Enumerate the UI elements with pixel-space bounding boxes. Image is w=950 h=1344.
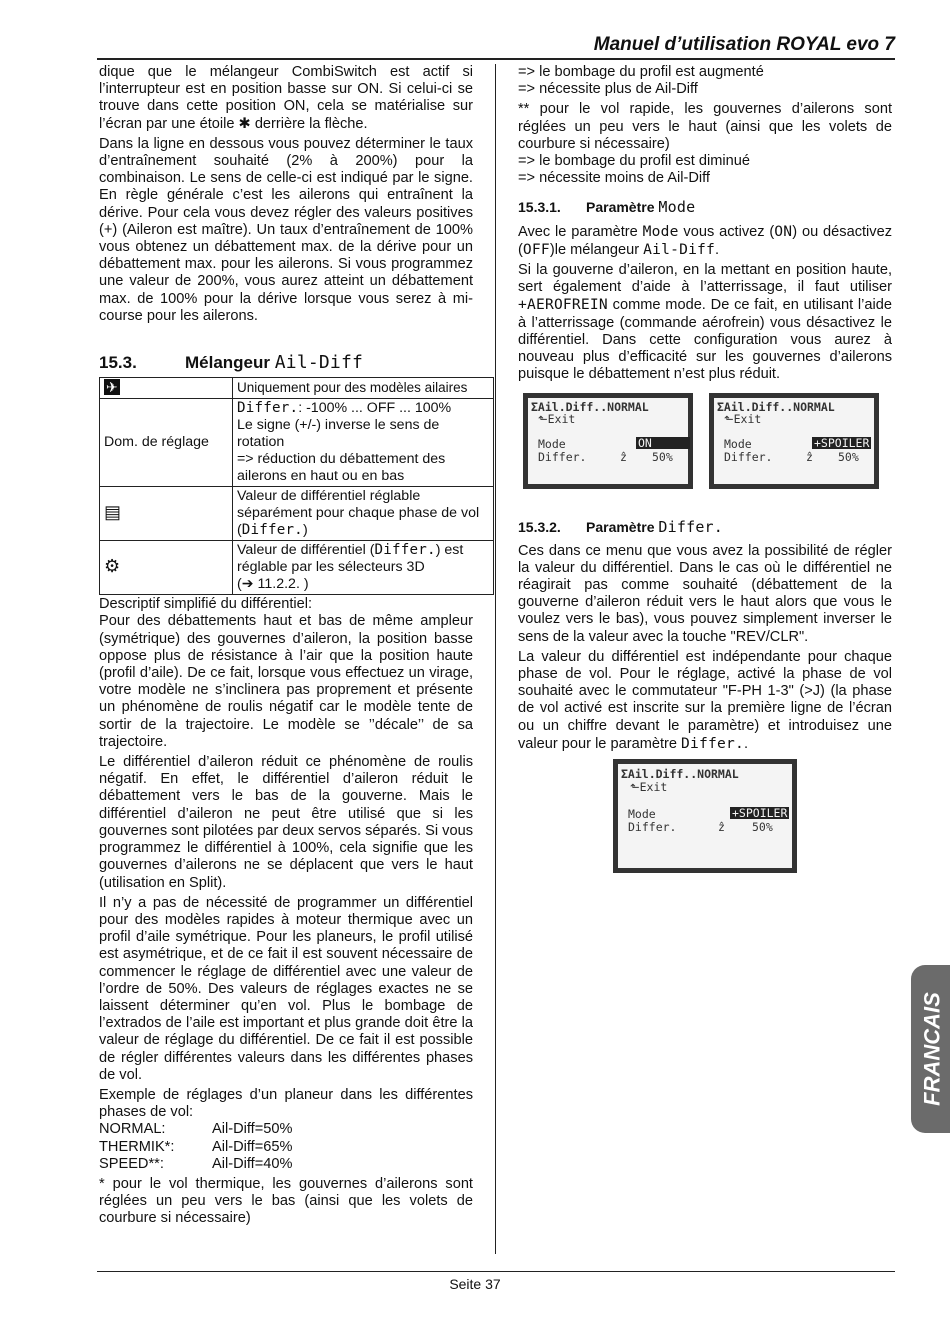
paragraph-title: Descriptif simplifié du différentiel: xyxy=(99,596,313,613)
section-title-mono: Ail-Diff xyxy=(274,352,364,374)
right-column xyxy=(518,64,892,878)
footer-rule xyxy=(97,1271,895,1272)
paragraph: La valeur du différentiel est indépendante pour chaque phase de vol. Pour le réglage, activé la phase de vol souhaité avec le commutateur "F-PH 1-3" (>J) (la phase de vol activé est inscrite sur la première ligne de l’écran ou un chiffre devant le paramètre) et introduisez une valeur pour le paramètre Differ.. xyxy=(518,648,892,752)
subsection-heading-15-3-2: 15.3.2. Paramètre Differ. xyxy=(518,518,724,537)
column-divider xyxy=(495,64,496,1254)
header-rule xyxy=(97,58,895,60)
table-cell: Valeur de différentiel réglable séparément pour chaque phase de vol (Differ.) xyxy=(233,487,494,541)
examples-list xyxy=(99,1121,473,1173)
paragraph: Ces dans ce menu que vous avez la possibilité de régler la valeur du différentiel. Dans le cas où le différentiel ne réagirait pas comme souhaité (débattement de la gouverne d’aileron réduit vers le haut alors que vous le voulez vers le bas), vous pouvez simplement inverser le sens de la valeur avec la touche "REV/CLR". xyxy=(518,542,892,645)
lcd-screen: ΣAil.Diff..NORMAL ⬑Exit Mode +SPOILER Differ. ẑ 50% xyxy=(709,393,879,489)
table-cell: Uniquement pour des modèles ailaires xyxy=(233,378,494,399)
section-title: Mélangeur xyxy=(185,353,275,373)
list-item: SPEED**: Ail-Diff=40% xyxy=(99,1155,293,1172)
flight-phase-icon: ▤ xyxy=(100,487,233,541)
section-number: 15.3. xyxy=(99,353,137,373)
3d-selector-icon: ⚙ xyxy=(100,541,233,595)
left-column xyxy=(99,64,480,1231)
table-cell: Differ.: -100% ... OFF ... 100% Le signe (+/-) inverse le sens de rotation => réduction du débattement des ailerons en haut ou en bas xyxy=(233,399,494,487)
properties-table xyxy=(99,377,494,595)
language-tab: FRANCAIS xyxy=(911,965,950,1133)
paragraph: Exemple de réglages d’un planeur dans les différentes phases de vol: xyxy=(99,1086,473,1121)
section-heading-15-3 xyxy=(99,352,473,374)
text-line: => le bombage du profil est diminué xyxy=(518,153,751,170)
text-line: => nécessite plus de Ail-Diff xyxy=(518,81,698,98)
screen-row xyxy=(613,759,892,878)
screen-row xyxy=(523,393,892,489)
airplane-icon: ✈ xyxy=(100,378,233,399)
lcd-screen: ΣAil.Diff..NORMAL ⬑Exit Mode ON Differ. ẑ 50% xyxy=(523,393,693,489)
page-number: Seite 37 xyxy=(449,1276,501,1292)
manual-title: Manuel d’utilisation ROYAL evo 7 xyxy=(593,34,895,55)
table-cell-label: Dom. de réglage xyxy=(100,399,233,487)
list-item: THERMIK*: Ail-Diff=65% xyxy=(99,1138,293,1155)
paragraph: Il n’y a pas de nécessité de programmer un différentiel pour des modèles rapides à moteur thermique avec un profil d’aile symétrique. Pour les planeurs, le profil utilisé est asymétrique, et de ce fait il est souvent nécessaire de commencer le réglage de différentiel avec une valeur de l’ordre de 50%. Des valeurs de réglages exactes ne se laissent déterminer qu’en vol. Plus le bombage de l’extrados de l’aile est important et plus grande doit être la valeur de réglage du différentiel. De ce fait il est possible de régler différentes valeurs dans les différentes phases de vol. xyxy=(99,894,473,1083)
list-item: NORMAL: Ail-Diff=50% xyxy=(99,1121,293,1138)
paragraph: Avec le paramètre Mode vous activez (ON) ou désactivez (OFF)le mélangeur Ail-Diff. xyxy=(518,222,893,258)
text-line: => nécessite moins de Ail-Diff xyxy=(518,170,710,187)
paragraph: Dans la ligne en dessous vous pouvez déterminer le taux d’entraînement souhaité (2% à 200%) pour la combinaison. Le sens de celle-ci est indiqué par le signe. En règle générale c’est les ailerons qui entraînent la dérive. Pour cela vous devez régler des valeurs positives (+) (Aileron est maître). Un taux d’entraînement de 100% vous obtenez un débattement max. de la dérive pour un débattement max. pour les ailerons. Si vous programmez une valeur de 200%, vous aurez atteint un débattement max. de 100% pour la dérive lorsque vous serez à mi-course pour les ailerons. xyxy=(99,135,473,324)
table-cell: Valeur de différentiel (Differ.) est réglable par les sélecteurs 3D (➔ 11.2.2. ) xyxy=(233,541,494,595)
paragraph: Si la gouverne d’aileron, en la mettant en position haute, sert également d’aide à l’atterrissage, il faut utiliser +AEROFREIN comme mode. De ce fait, en utilisant l’aide à l’atterrissage (commande aérofrein) vous désactivez le différentiel. Dans cette configuration vous aurez à nouveau plus d’efficacité sur les gouvernes d’ailerons puisque le débattement n’est plus réduit. xyxy=(518,262,892,383)
paragraph: Le différentiel d’aileron réduit ce phénomène de roulis négatif. En effet, le différentiel d’aileron réduit le débattement vers le bas de la gouverne. Mais le différentiel d’aileron ne peut être utilisé que si les gouvernes sont pilotées par deux servos séparés. Si vous programmez le différentiel à 100%, cela signifie que les gouvernes d’ailerons ne se déplacent que vers le haut (utilisation en Split). xyxy=(99,754,473,891)
paragraph: Pour des débattements haut et bas de même ampleur (symétrique) des gouvernes d’aileron, la position basse oppose plus de résistance à l’air que la position haute (profil d’aile). De ce fait, lorsque vous effectuez un virage, votre modèle ne s’inclinera pas proprement et présente un phénomène de roulis négatif car le modèle tente de sortir de la trajectoire. Le modèle se ’’décale’’ de sa trajectoire. xyxy=(99,613,473,750)
paragraph: ** pour le vol rapide, les gouvernes d’ailerons sont réglées un peu vers le haut (ainsi que les volets de courbure si nécessaire) xyxy=(518,101,892,152)
paragraph: * pour le vol thermique, les gouvernes d’ailerons sont réglées un peu vers le bas (ainsi que les volets de courbure si nécessaire) xyxy=(99,1175,473,1227)
paragraph: dique que le mélangeur CombiSwitch est actif si l’interrupteur est en position basse sur ON. Si celui-ci se trouve dans cette position ON, cela se matérialise sur l’écran par une étoile ✱ derrière la flèche. xyxy=(99,64,473,132)
subsection-heading-15-3-1: 15.3.1. Paramètre Mode xyxy=(518,198,696,217)
lcd-screen: ΣAil.Diff..NORMAL ⬑Exit Mode +SPOILER Differ. ẑ 50% xyxy=(613,759,797,873)
text-line: => le bombage du profil est augmenté xyxy=(518,64,764,80)
